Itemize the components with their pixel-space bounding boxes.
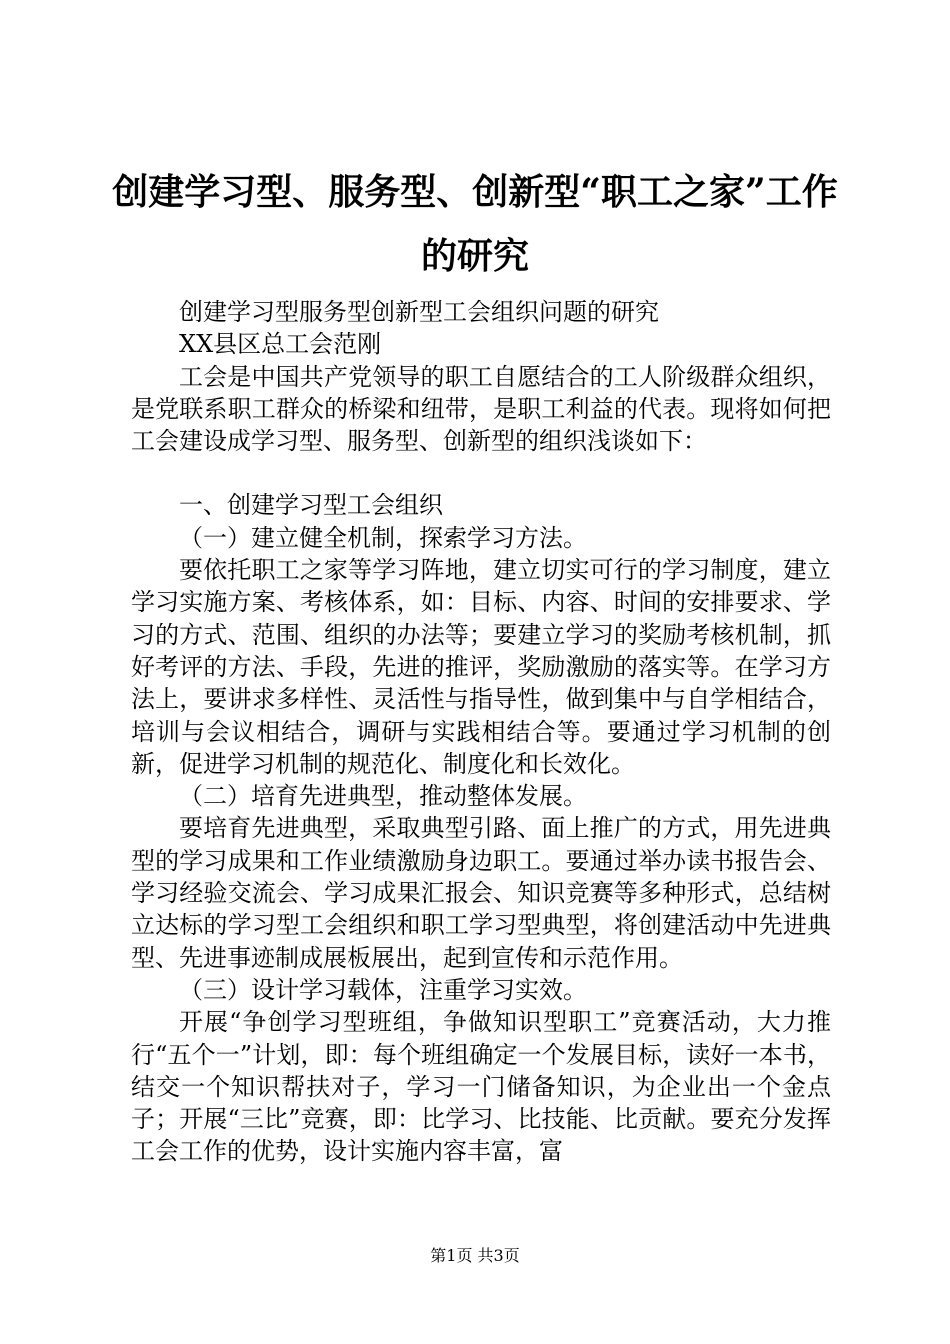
subsection-heading-2: （二）培育先进典型，推动整体发展。 — [179, 782, 587, 811]
paragraph-gap — [131, 457, 831, 489]
page-number-footer: 第1页 共3页 — [430, 1246, 520, 1265]
subsection-paragraph-1: 要依托职工之家等学习阵地，建立切实可行的学习制度，建立学习实施方案、考核体系，如：目标、内容、时间的安排要求、学习的方式、范围、组织的办法等；要建立学习的奖励考核机制，抓好考评的方法、手段，先进的推评，奖励激励的落实等。在学习方法上，要讲求多样性、灵活性与指导性，做到集中与自学相结合，培训与会议相结合，调研与实践相结合等。要通过学习机制的创新，促进学习机制的规范化、制度化和长效化。 — [131, 556, 831, 778]
subsection-heading-3: （三）设计学习载体，注重学习实效。 — [179, 975, 587, 1004]
document-body — [131, 296, 831, 1168]
section-heading-1: 一、创建学习型工会组织 — [179, 491, 443, 520]
document-author: XX县区总工会范刚 — [179, 330, 382, 359]
document-title: 创建学习型、服务型、创新型“职工之家”工作的研究 — [112, 171, 838, 277]
intro-paragraph: 工会是中国共产党领导的职工自愿结合的工人阶级群众组织，是党联系职工群众的桥梁和纽带，是职工利益的代表。现将如何把工会建设成学习型、服务型、创新型的组织浅谈如下： — [131, 362, 831, 456]
subsection-heading-1: （一）建立健全机制，探索学习方法。 — [179, 523, 587, 552]
document-subtitle: 创建学习型服务型创新型工会组织问题的研究 — [179, 298, 659, 326]
subsection-paragraph-3: 开展“争创学习型班组，争做知识型职工”竞赛活动，大力推行“五个一”计划，即：每个班组确定一个发展目标，读好一本书，结交一个知识帮扶对子，学习一门储备知识，为企业出一个金点子；开展“三比”竞赛，即：比学习、比技能、比贡献。要充分发挥工会工作的优势，设计实施内容丰富，富 — [131, 1008, 831, 1166]
subsection-paragraph-2: 要培育先进典型，采取典型引路、面上推广的方式，用先进典型的学习成果和工作业绩激励身边职工。要通过举办读书报告会、学习经验交流会、学习成果汇报会、知识竞赛等多种形式，总结树立达标的学习型工会组织和职工学习型典型，将创建活动中先进典型、先进事迹制成展板展出，起到宣传和示范作用。 — [131, 814, 831, 972]
